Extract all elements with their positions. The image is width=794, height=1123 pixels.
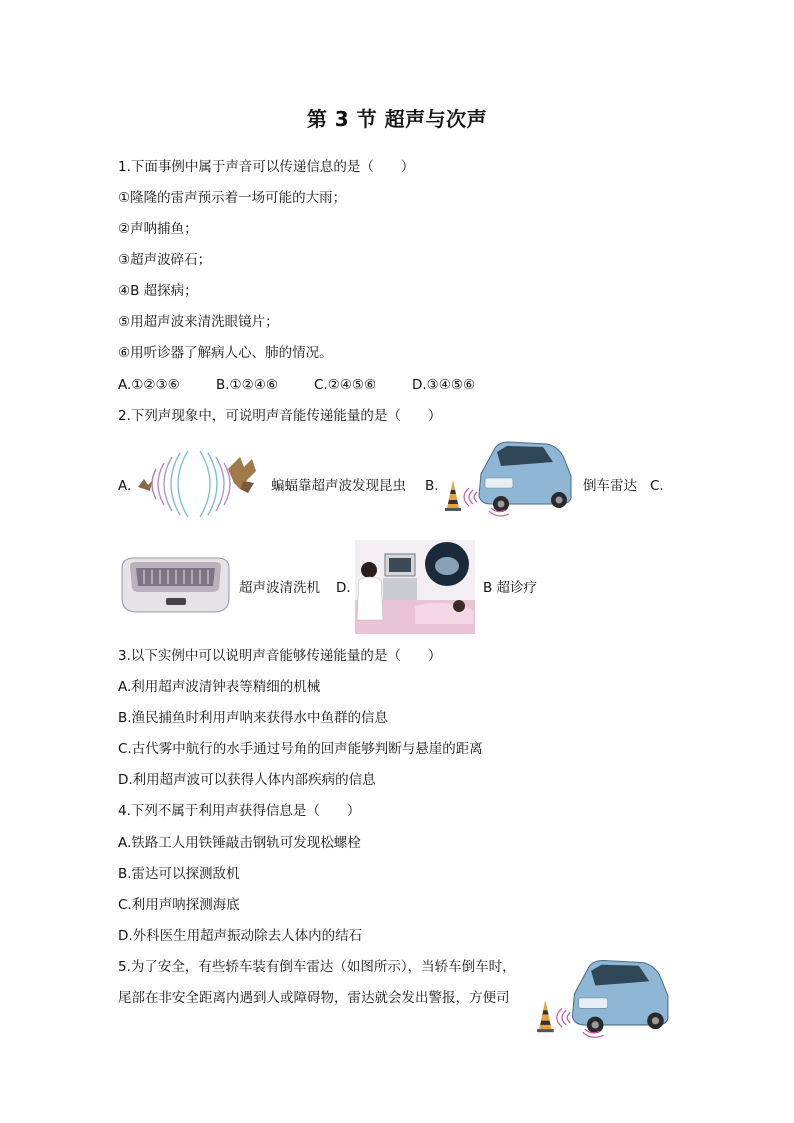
question-5-line-1: 5.为了安全，有些轿车装有倒车雷达（如图所示），当轿车倒车时， (118, 959, 516, 975)
question-1-options (118, 376, 475, 394)
question-2-option-a-text: 蝙蝠靠超声波发现昆虫 (271, 478, 406, 494)
question-2-option-b-letter: B. (425, 478, 439, 494)
question-1-item-5: ⑤用超声波来清洗眼镜片； (118, 314, 279, 330)
page-title: 第 3 节 超声与次声 (306, 107, 488, 131)
question-3-stem: 3.以下实例中可以说明声音能够传递能量的是（ ） (118, 648, 442, 664)
question-1-item-2: ②声呐捕鱼； (118, 221, 198, 237)
question-2-option-c-text: 超声波清洗机 (239, 580, 320, 596)
bat-insect-figure (136, 449, 266, 519)
question-5-line-2: 尾部在非安全距离内遇到人或障碍物，雷达就会发出警报，方便司 (118, 990, 510, 1006)
question-3-option-c: C.古代雾中航行的水手通过号角的回声能够判断与悬崖的距离 (118, 741, 483, 757)
question-4-option-c: C.利用声呐探测海底 (118, 897, 240, 913)
question-1-option-c: C.②④⑤⑥ (314, 377, 377, 393)
question-1-stem: 1.下面事例中属于声音可以传递信息的是（ ） (118, 159, 415, 175)
ultrasonic-cleaner-figure (118, 552, 233, 616)
question-1-item-1: ①隆隆的雷声预示着一场可能的大雨； (118, 190, 347, 206)
question-2-option-d-letter: D. (336, 580, 351, 596)
b-ultrasound-figure (355, 540, 475, 634)
question-4-option-d: D.外科医生用超声振动除去人体内的结石 (118, 928, 363, 944)
question-2-option-d-text: B 超诊疗 (483, 580, 538, 596)
question-1-option-d: D.③④⑤⑥ (412, 377, 476, 393)
question-3-option-b: B.渔民捕鱼时利用声呐来获得水中鱼群的信息 (118, 710, 389, 726)
question-1-item-4: ④B 超探病； (118, 283, 198, 299)
question-4-option-a: A.铁路工人用铁锤敲击钢轨可发现松螺栓 (118, 835, 361, 851)
question-1-item-3: ③超声波碎石； (118, 252, 212, 268)
question-2-stem: 2.下列声现象中，可说明声音能传递能量的是（ ） (118, 408, 442, 424)
reversing-radar-car-figure-2 (535, 955, 670, 1045)
question-2-option-c-letter: C. (650, 478, 664, 494)
question-1-option-b: B.①②④⑥ (216, 377, 278, 393)
question-3-option-d: D.利用超声波可以获得人体内部疾病的信息 (118, 772, 376, 788)
question-1-item-6: ⑥用听诊器了解病人心、肺的情况。 (118, 345, 333, 361)
question-1-option-a: A.①②③⑥ (118, 377, 180, 393)
question-2-option-a-letter: A. (118, 478, 132, 494)
question-2-option-b-text: 倒车雷达 (583, 478, 637, 494)
question-4-stem: 4.下列不属于利用声获得信息是（ ） (118, 803, 361, 819)
reversing-radar-car-figure (443, 440, 573, 520)
question-4-option-b: B.雷达可以探测敌机 (118, 866, 240, 882)
question-3-option-a: A.利用超声波清钟表等精细的机械 (118, 679, 321, 695)
